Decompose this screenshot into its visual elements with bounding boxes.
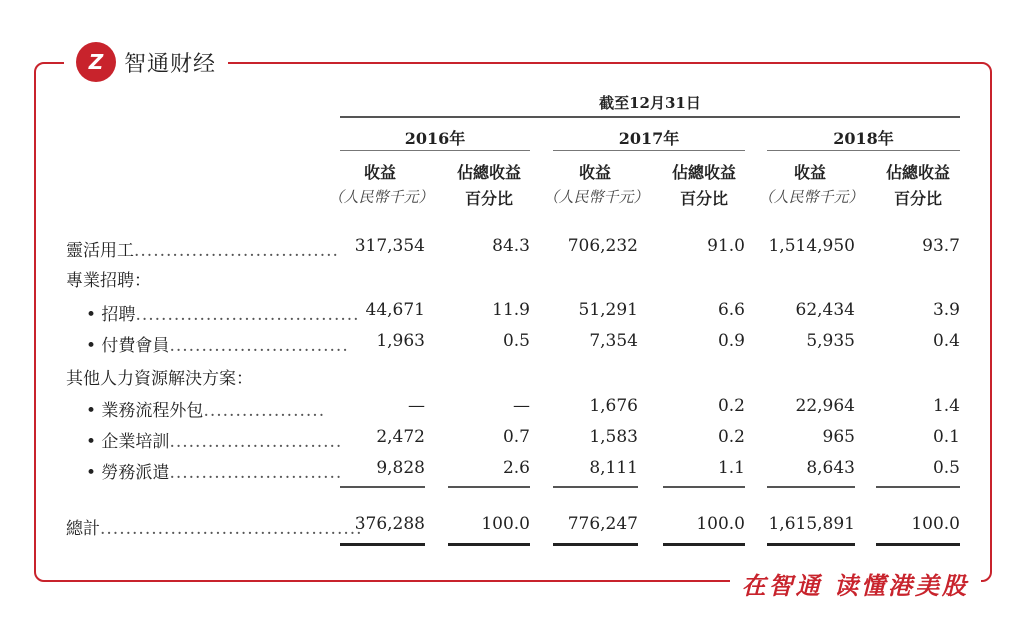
col-pct-2017-a: 佔總收益 <box>671 163 736 182</box>
row-label-text: 靈活用工 <box>66 241 134 261</box>
row-leader-dots: ........................... <box>169 463 343 483</box>
cell-2017-pct: 0.2 <box>717 396 745 416</box>
cell-2017-revenue: 7,354 <box>589 331 638 351</box>
cell-2016-pct: 0.5 <box>502 331 530 351</box>
cell-2016-revenue: 9,828 <box>376 458 425 478</box>
cell-2016-revenue: 44,671 <box>365 300 425 320</box>
cell-2018-revenue: 62,434 <box>795 300 855 320</box>
subtotal-rule-4 <box>663 486 745 488</box>
cell-2017-pct: 0.9 <box>717 331 745 351</box>
row-leader-dots: ........................... <box>169 432 343 452</box>
cell-2018-pct: 0.1 <box>932 427 960 447</box>
year-2017: 2017年 <box>618 129 680 148</box>
col-unit-2018: （人民幣千元） <box>758 188 864 206</box>
cell-2016-pct: 11.9 <box>492 300 530 320</box>
total-rule-6 <box>876 543 960 546</box>
row-label-text: • 招聘 <box>86 305 136 325</box>
cell-2017-pct: 0.2 <box>717 427 745 447</box>
row-leader-dots: ................... <box>203 401 326 421</box>
total-rule-3 <box>553 543 638 546</box>
subtotal-rule-1 <box>340 486 425 488</box>
slogan: 在智通 读懂港美股 <box>730 566 981 600</box>
total-rule-2 <box>448 543 530 546</box>
row-label-text: 專業招聘： <box>66 271 151 291</box>
total-row <box>66 514 363 539</box>
cell-2018-pct: 93.7 <box>922 236 960 256</box>
col-pct-2018-b: 百分比 <box>893 189 942 208</box>
cell-2018-pct: 3.9 <box>932 300 960 320</box>
cell-2017-revenue: 706,232 <box>567 236 638 256</box>
total-rule-5 <box>767 543 855 546</box>
row-label-0 <box>66 236 339 261</box>
cell-2017-revenue: 8,111 <box>589 458 638 478</box>
col-unit-2017: （人民幣千元） <box>543 188 649 206</box>
cell-2016-revenue: 317,354 <box>354 236 425 256</box>
cell-2018-pct: 0.4 <box>932 331 960 351</box>
total-dots: ......................................... <box>100 519 363 539</box>
cell-2016-pct: 2.6 <box>502 458 530 478</box>
cell-2017-pct: 91.0 <box>707 236 745 256</box>
cell-2017-revenue: 51,291 <box>578 300 638 320</box>
cell-2018-pct: 0.5 <box>932 458 960 478</box>
brand-name: 智通财经 <box>124 51 217 77</box>
row-label-5 <box>86 396 325 421</box>
cell-2016-pct: 84.3 <box>492 236 530 256</box>
cell-2018-revenue: 5,935 <box>806 331 855 351</box>
cell-2016-revenue: 1,963 <box>376 331 425 351</box>
row-label-text: • 勞務派遣 <box>86 463 170 483</box>
total-2016-pct: 100.0 <box>481 514 530 534</box>
row-leader-dots: ................................... <box>135 305 360 325</box>
year-2016: 2016年 <box>404 129 466 148</box>
header-rule <box>340 116 960 118</box>
cell-2017-pct: 1.1 <box>717 458 745 478</box>
period-header: 截至12月31日 <box>599 94 701 112</box>
year-rule-2017 <box>553 150 745 151</box>
subtotal-rule-3 <box>553 486 638 488</box>
cell-2017-revenue: 1,676 <box>589 396 638 416</box>
cell-2018-revenue: 1,514,950 <box>768 236 855 256</box>
col-pct-2018-a: 佔總收益 <box>885 163 950 182</box>
col-pct-2017-b: 百分比 <box>679 189 728 208</box>
year-rule-2018 <box>767 150 960 151</box>
col-revenue-2017: 收益 <box>578 163 611 182</box>
total-2016-revenue: 376,288 <box>354 514 425 534</box>
row-label-7 <box>86 458 342 483</box>
row-label-6 <box>86 427 342 452</box>
total-rule-1 <box>340 543 425 546</box>
brand-header <box>64 40 228 84</box>
cell-2018-revenue: 965 <box>822 427 855 447</box>
cell-2016-pct: 0.7 <box>502 427 530 447</box>
row-leader-dots: ............................ <box>169 336 349 356</box>
total-2017-pct: 100.0 <box>696 514 745 534</box>
col-revenue-2016: 收益 <box>363 163 396 182</box>
cell-2017-revenue: 1,583 <box>589 427 638 447</box>
row-label-text: • 業務流程外包 <box>86 401 204 421</box>
row-label-3 <box>86 331 349 356</box>
total-2018-pct: 100.0 <box>911 514 960 534</box>
cell-2018-revenue: 22,964 <box>795 396 855 416</box>
total-2017-revenue: 776,247 <box>567 514 638 534</box>
subtotal-rule-2 <box>448 486 530 488</box>
subtotal-rule-6 <box>876 486 960 488</box>
col-revenue-2018: 收益 <box>793 163 826 182</box>
year-2018: 2018年 <box>833 129 894 148</box>
row-leader-dots: ................................ <box>134 241 339 261</box>
cell-2016-pct: — <box>513 396 530 416</box>
col-pct-2016-a: 佔總收益 <box>456 163 521 182</box>
cell-2016-revenue: 2,472 <box>376 427 425 447</box>
total-rule-4 <box>663 543 745 546</box>
row-label-2 <box>86 300 360 325</box>
row-label-text: • 企業培訓 <box>86 432 170 452</box>
cell-2017-pct: 6.6 <box>717 300 745 320</box>
year-rule-2016 <box>340 150 530 151</box>
subtotal-rule-5 <box>767 486 855 488</box>
col-unit-2016: （人民幣千元） <box>328 188 434 206</box>
row-label-text: • 付費會員 <box>86 336 170 356</box>
cell-2018-pct: 1.4 <box>932 396 960 416</box>
row-label-4 <box>66 364 253 389</box>
total-label: 總計 <box>66 519 100 539</box>
cell-2018-revenue: 8,643 <box>806 458 855 478</box>
brand-logo-icon: Z <box>76 42 116 82</box>
total-2018-revenue: 1,615,891 <box>768 514 855 534</box>
cell-2016-revenue: — <box>408 396 425 416</box>
row-label-text: 其他人力資源解決方案： <box>66 369 253 389</box>
col-pct-2016-b: 百分比 <box>464 189 513 208</box>
row-label-1 <box>66 266 151 291</box>
